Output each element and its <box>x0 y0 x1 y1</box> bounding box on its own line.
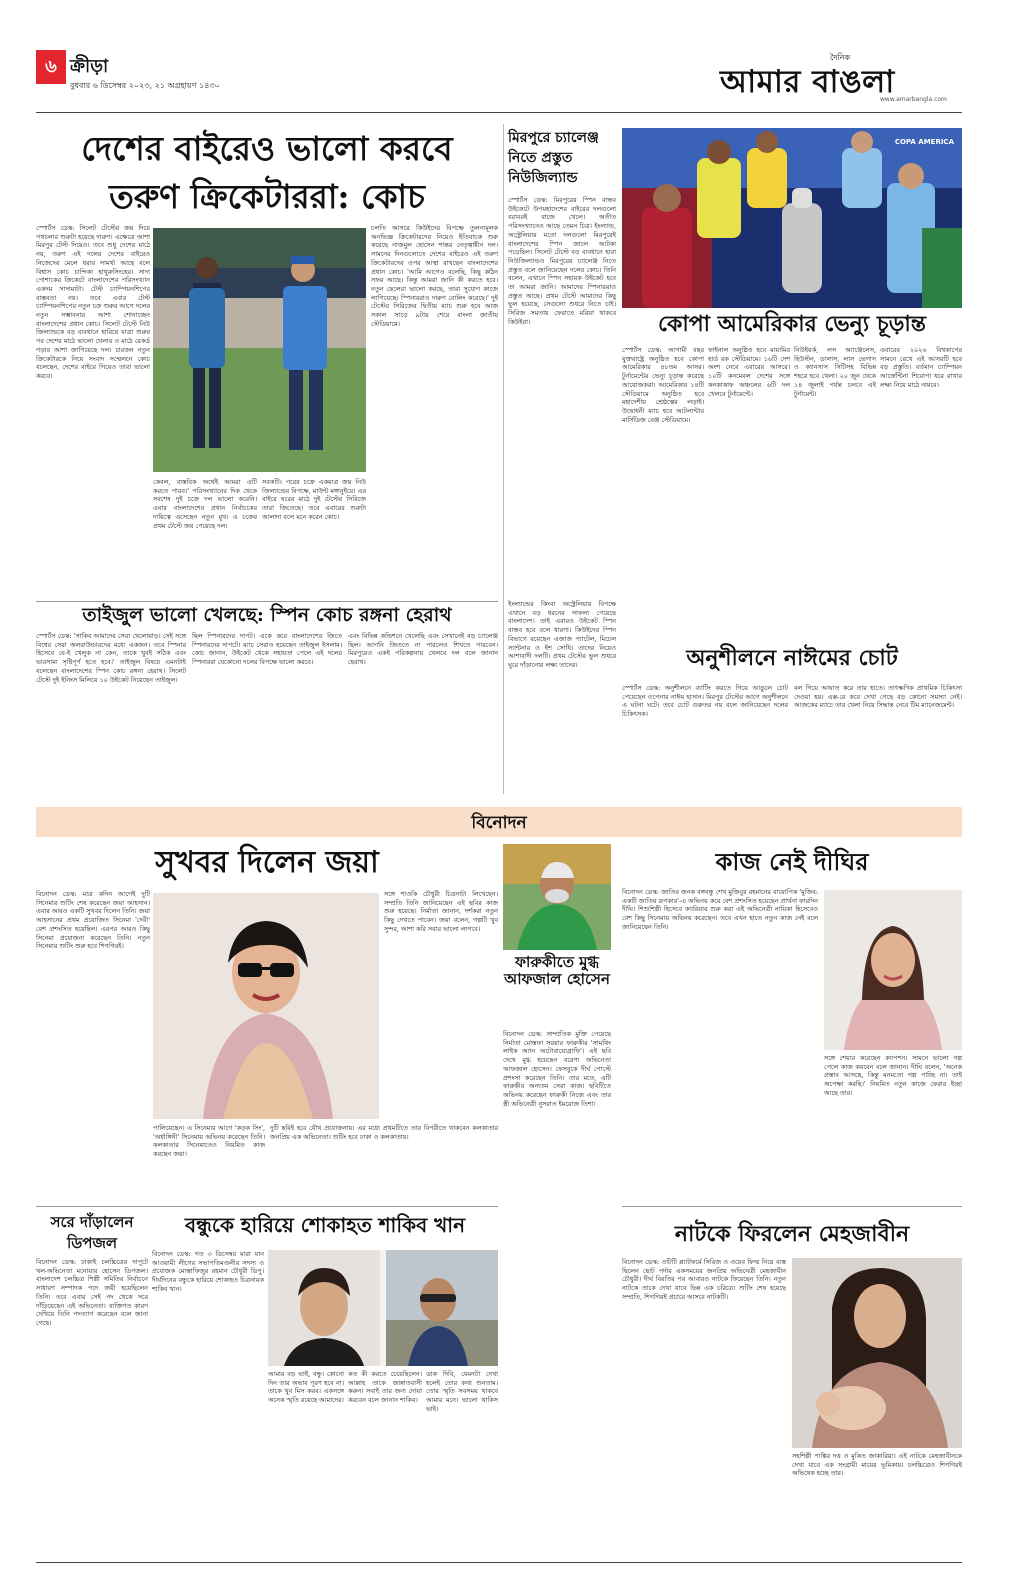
shakib-headline: বন্ধুকে হারিয়ে শোকাহত শাকিব খান <box>184 1213 466 1237</box>
shakib-body-col4: ডাক দিবি, যেমনটা দেখা হলেই তোর কথা শুনতাম। তোর স্মৃতি সবসময় থাকবে আমার মনে। ভালো থাকিস ভাই। <box>426 1370 498 1413</box>
mehazabien-photo <box>792 1258 962 1448</box>
mirpur-body-continued: ইংল্যান্ডের কিংবা অস্ট্রেলিয়ার বিপক্ষে এখানে বড় ধরনের সাফল্য পেয়েছে বাংলাদেশ। তাই এবারও উইকেট স্পিন বান্ধব হবে বলে ধারণা। কিউইদের স্পিন বিভাগে রয়েছেন এজাজ প্যাটেল, মিচেল স্যান্টনার ও ইশ সোধি। তাদের নিয়েও আশাবাদী দলটি। প্রথম টেস্টের ভুল শুধরে ঘুরে দাঁড়ানোর লক্ষ্য তাদের। <box>508 600 616 669</box>
copa-body-col3: নিউইয়র্ক, লস অ্যাঞ্জেলেস, হিউস্টন, ডালাস, লাস ভেগাস ও ক্যানসাস সিটিসহ বিভিন্ন শহরে হবে খেলা। ২০ জুন থেকে ১৪ জুলাই পর্যন্ত চলবে এই টুর্নামেন্ট। <box>794 346 876 398</box>
lead-headline-line1: দেশের বাইরেও ভালো করবে <box>81 129 453 168</box>
copa-headline: কোপা আমেরিকার ভেন্যু চূড়ান্ত <box>658 311 926 337</box>
copa-photo <box>622 128 962 308</box>
brand-website: www.amarbangla.com <box>880 96 947 103</box>
dateline: বুধবার ৬ ডিসেম্বর ২০২৩, ২১ অগ্রহায়ণ ১৪৩০ <box>70 81 220 90</box>
mirpur-body: স্পোর্টস ডেস্ক: মিরপুরের স্পিন বান্ধব উইকেটে উপমহাদেশের বাইরের দলগুলো বরাবরই বাজে খেলে। অতীত পরিসংখ্যানেও আছে তেমন চিত্র। ইংল্যান্ড, অস্ট্রেলিয়ার মতো দলগুলো মিরপুরেই বাংলাদেশের স্পিন জালে আটকা পড়েছিল। সিলেট টেস্টে বড় ব্যবধানে হারা নিউজিল্যান্ডও মিরপুরের চ্যালেঞ্জ নিতে প্রস্তুত বলে জানিয়েছেন দলের কোচ। তিনি বলেন, এখানে স্পিন সহায়ক উইকেট হবে তা আমরা জানি। আমাদের স্পিনাররাও প্রস্তুত আছে। প্রথম টেস্টে আমাদের কিছু ভুল হয়েছে, সেগুলো শুধরে নিতে চাই। সিরিজ সমতায় ফেরাতে মরিয়া থাকবে কিউইরা। <box>508 196 616 326</box>
naim-body-col1: স্পোর্টস ডেস্ক: অনুশীলনে ব্যাটিং করতে গিয়ে আঙুলে চোট পেয়েছেন ওপেনার নাঈম হাসান। মিরপুর টেস্টের আগে অনুশীলনে এ ঘটনা ঘটে। তবে চোট গুরুতর নয় বলে জানিয়েছেন দলের চিকিৎসক। <box>622 684 788 719</box>
faruki-headline: ফারুকীতে মুগ্ধ আফজাল হোসেন <box>504 953 610 989</box>
copa-body-col4: এবারের ২০২৬ বিশ্বকাপের সামনে রেখে এই আসরটি হবে বড় প্রস্তুতি। বর্তমান চ্যাম্পিয়ন আর্জেন্টিনা শিরোপা ধরে রাখার লক্ষ্য নিয়ে মাঠে নামবে। <box>880 346 962 389</box>
joya-body-col2: সঙ্গে শাওকি চৌধুরী চিত্রনাট্য লিখেছেন। সম্প্রতি তিনি জানিয়েছেন এই ছবির কাজ শুরু হয়েছে। নির্মাতা জানান, দর্শকরা নতুন কিছু দেখতে পাবেন। জয়া বলেন, গল্পটি খুব সুন্দর, আশা করি সবার ভালো লাগবে। <box>384 890 498 933</box>
brand-logo: আমার বাঙলা <box>720 64 895 100</box>
taijul-body-col2: ছিল স্পিনারদের দাপট। একে করে বাংলাদেশের জিতে স্পিনারদের দাপটে। ম্যাচ সেরাও হয়েছেন তাইজুল ইসলাম। কোচ জানান, উইকেট থেকে সহায়তা পেলে এই দলের স্পিনাররা যেকোনো দলের বিপক্ষে ভালো করবে। <box>192 632 342 667</box>
lead-photo <box>153 228 366 472</box>
afzal-portrait-photo <box>503 844 611 950</box>
taijul-body-col1: স্পোর্টস ডেস্ক: 'সাকিব আমাদের সেরা খেলোয়াড়। সেই সঙ্গে বিশ্বের সেরা অলরাউন্ডারদের মধ্যে একজন। তবে স্পিনার হিসেবে যে-ই খেলুক না কেন, তাকে খুবই সঠিক এবং ভারসাম্য সৃষ্টিপূর্ণ হতে হবে।' তাইজুল বিষয়ে এমনটাই বলেছেন বাংলাদেশের স্পিন কোচ রঙ্গনা হেরাথ। সিলেট টেস্টে দুই ইনিংস মিলিয়ে ১০ উইকেট নিয়েছেন তাইজুল। <box>36 632 186 684</box>
dipjol-headline: সরে দাঁড়ালেন ডিপজল <box>50 1213 134 1252</box>
naim-headline: অনুশীলনে নাঈমের চোট <box>686 645 898 671</box>
faruki-body: বিনোদন ডেস্ক: সাম্প্রতিক মুক্তি পেয়েছে নির্মাতা মোস্তফা সরয়ার ফারুকীর 'সামথিং লাইক অ্যান অটোবায়োগ্রাফি'। এই ছবি দেখে মুগ্ধ হয়েছেন বরেণ্য অভিনেতা আফজাল হোসেন। ফেসবুকে দীর্ঘ পোস্টে প্রশংসা করেছেন তিনি। তার মতে, এটি ফারুকীর অন্যতম সেরা কাজ। ছবিটিতে অভিনয় করেছেন ফারুকী নিজে এবং তার স্ত্রী অভিনেত্রী নুসরাত ইমরোজ তিশা। <box>503 1030 611 1108</box>
lead-body-col1: স্পোর্টস ডেস্ক: সিলেট টেস্টের জয় দিয়ে পথচলার শুরুটা হয়েছে দারুণ। এক্ষেত্রে আশা মিরপুর টেস্ট দিয়েও। তবে শুধু দেশের মাঠে নয়, তরুণ এই দলের দেশের বাইরেও নিজেদের মেলে ধরার সামর্থ্য আছে বলে বিশ্বাস কোচ চান্দিকা হাথুরুসিংহের। সাদা পোশাকের ক্রিকেটে বাংলাদেশের পরিসংখ্যান একদম সাদামাটা। টেস্ট চ্যাম্পিয়নশিপের বাস্তবতা নয়। তবে এবার টেস্ট চ্যাম্পিয়নশিপের নতুন চক্র শুরুর আগে দলের নতুন সম্ভাবনার আশা শোনাচ্ছেন বাংলাদেশের প্রধান কোচ। সিলেট টেস্টে নিউ জিল্যান্ডকে বড় ব্যবধানে হারিয়ে যাত্রা শুরুর পর দেশের মাঠে ভালো খেলার ও মাঠে রেকর্ড গড়ার আশা জাগিয়েছে দল। চারজন নতুন ক্রিকেটারকে নিয়ে সংবাদ সম্মেলনে কোচ বলেছেন, দেশের বাইরে গিয়েও তারা ভালো করবে। <box>36 224 150 380</box>
copa-body-col2: ফাইনাল অনুষ্ঠিত হবে মায়ামির হার্ড রক স্টেডিয়ামে। ১৬টি দেশ অংশ নেবে এবারের আসরে। ১০টি কনমেবল দেশের সঙ্গে কনকাকাফ অঞ্চলের ৬টি দল খেলবে টুর্নামেন্টে। <box>708 346 790 398</box>
joya-body-col3: পালিয়েছেন। এ সিনেমার আগে 'কড়ক সিং', 'অর্ধাঙ্গিনী' সিনেমায় অভিনয় করেছেন তিনি। কলকাতার সিনেমাতেও নিয়মিত কাজ করছেন জয়া। <box>153 1124 265 1159</box>
dighi-headline: কাজ নেই দীঘির <box>715 847 869 876</box>
copa-body-col1: স্পোর্টস ডেস্ক: আগামী বছর যুক্তরাষ্ট্রে অনুষ্ঠিত হবে কোপা আমেরিকার ৪৮তম আসর। টুর্নামেন্টের ভেন্যু চূড়ান্ত করেছে আয়োজকরা। আমেরিকার ১৪টি স্টেডিয়ামে অনুষ্ঠিত হবে মহাদেশীয় শ্রেষ্ঠত্বের লড়াই। উদ্বোধনী ম্যাচ হবে আটলান্টার মার্সিডিজ বেঞ্জ স্টেডিয়ামে। <box>622 346 704 424</box>
mehazabien-with-baby-photo <box>792 1258 962 1448</box>
mehazabien-body-col1: বিনোদন ডেস্ক: ওটিটি প্ল্যাটফর্মে সিরিজ ও ওয়েব ফিল্ম নিয়ে ব্যস্ত ছিলেন ছোট পর্দার একসময়ের জনপ্রিয় অভিনেত্রী মেহজাবীন চৌধুরী। দীর্ঘ বিরতির পর আবারও নাটকে ফিরেছেন তিনি। নতুন নাটকে তাকে দেখা যাবে ভিন্ন এক চরিত্রে। শুটিং শেষ হয়েছে সম্প্রতি, শিগগিরই প্রচারে আসবে নাটকটি। <box>622 1258 786 1301</box>
page-number: ৬ <box>36 50 66 84</box>
shakib-body-col2: আমার বড় ভাই, বন্ধু। কোনো দিন তার অভাব পূরণ হবে না। তাকে খুব মিস করব। একসঙ্গে অনেক স্মৃতি রয়েছে আমাদের। <box>268 1370 344 1405</box>
joya-portrait-photo <box>153 893 379 1119</box>
shakib-body-col1: বিনোদন ডেস্ক: গত ৩ ডিসেম্বর মারা যান আওয়ামী লীগের সভাপতিমণ্ডলীর সদস্য ও প্রযোজক মোস্তাফিজুর রহমান চৌধুরী ডিপু। দীর্ঘদিনের বন্ধুকে হারিয়ে শোকাহত চিত্রনায়ক শাকিব খান। <box>152 1250 264 1293</box>
dipjol-body: বিনোদন ডেস্ক: ঢাকাই চলচ্চিত্রের দাপুটে খল-অভিনেতা মনোয়ার হোসেন ডিপজল। বাংলাদেশ চলচ্চিত্র শিল্পী সমিতির নির্বাচনে সাধারণ সম্পাদক পদে জয়ী হয়েছিলেন তিনি। তবে এবার সেই পদ থেকে সরে দাঁড়িয়েছেন এই অভিনেতা। ব্যক্তিগত কারণ দেখিয়ে তিনি পদত্যাগ করেছেন বলে জানা গেছে। <box>36 1258 148 1327</box>
lead-body-col4: চলতি আসরে কিউইদের বিপক্ষে তুলনামূলক অনভিজ্ঞ ক্রিকেটারদের নিয়েও ইতিবাচক শুরু করেছে নাজমুল হোসেন শান্তর নেতৃত্বাধীন দল। সামনের দিনগুলোতে দেশের বাইরেও এই তরুণ ক্রিকেটারদের ওপর আস্থা রাখছেন বাংলাদেশের প্রধান কোচ। 'আমি আগেও বলেছি, কিছু কঠিন সফর আছে। কিন্তু আমরা জানি কী করতে হবে। নতুন ছেলেরা ভালো করছে, তারা সুযোগ কাজে লাগিয়েছে। স্পিনাররাও দারুণ বোলিং করেছে।' দুই টেস্টের সিরিজের দ্বিতীয় ম্যাচ শুরু হবে আজ সকাল সাড়ে ৯টায় শেরে বাংলা জাতীয় স্টেডিয়ামে। <box>371 224 498 328</box>
masthead-rule <box>36 112 962 113</box>
mirpur-headline: মিরপুরে চ্যালেঞ্জ নিতে প্রস্তুত নিউজিল্যান্ড <box>508 130 599 186</box>
brand-prefix: দৈনিক <box>830 53 851 62</box>
taijul-headline: তাইজুল ভালো খেলছে: স্পিন কোচ রঙ্গনা হেরাথ <box>82 604 452 626</box>
shakib-and-friend-photo <box>268 1250 498 1366</box>
joya-body-col4: দুটি ছবিই হবে যৌথ প্রযোজনায়। এর মধ্যে প্রথমটিতে তার বিপরীতে থাকবেন কলকাতার জনপ্রিয় এক অভিনেতা। শুটিং হবে ঢাকা ও কলকাতায়। <box>270 1124 498 1141</box>
column-divider <box>503 124 504 794</box>
footer-rule <box>36 1562 962 1563</box>
lead-body-col3: সবকটি। পরের চক্রে একমাত্র জয় নিউ জিল্যান্ডের বিপক্ষে, মাউন্ট মঙ্গানুইয়ে। এর বাইরে ঘরের মাঠে দুই টেস্টের সিরিজে তারা জিতেছে। তবে এবারের শুরুটা আলাদা বলে মনে করেন কোচ। <box>262 478 366 521</box>
copa-players-photo <box>622 128 962 308</box>
section-rule <box>36 1206 498 1207</box>
shakib-body-col3: কত কী করতে চেয়েছিলেন। আল্লাহ তাকে জান্নাতবাসী করুন। সবাই তার জন্য দোয়া করবেন বলে জানান শাকিব। <box>348 1370 422 1405</box>
entertainment-band-title: বিনোদন <box>471 813 527 833</box>
dighi-body-col1: বিনোদন ডেস্ক: জাতির জনক বঙ্গবন্ধু শেখ মুজিবুর রহমানের বায়োপিক 'মুজিব: একটি জাতির রূপকার'-এ অভিনয় করে বেশ প্রশংসিত হয়েছেন প্রার্থনা ফারদিন দীঘি। শিশুশিল্পী হিসেবে ক্যারিয়ার শুরু করা এই অভিনেত্রী নায়িকা হিসেবেও বেশ কিছু সিনেমায় অভিনয় করেছেন। তবে এখন হাতে নতুন কাজ নেই বলে জানিয়েছেন তিনি। <box>622 888 818 931</box>
lead-headline-line2: তরুণ ক্রিকেটাররা: কোচ <box>109 177 425 216</box>
copa-photo-tag: COPA AMERICA <box>894 138 954 146</box>
dighi-photo <box>824 890 962 1050</box>
mehazabien-headline: নাটকে ফিরলেন মেহজাবীন <box>674 1221 910 1247</box>
dighi-portrait-photo <box>824 890 962 1050</box>
joya-photo <box>153 893 379 1119</box>
coaches-practice-photo <box>153 228 366 472</box>
naim-body-col2: বল গিয়ে আঘাত করে তার হাতে। তাৎক্ষণিক প্রাথমিক চিকিৎসা দেওয়া হয়। এক্স-রে করে দেখা গেছে বড় কোনো সমস্যা নেই। আজকের ম্যাচে তার খেলা নিয়ে সিদ্ধান্ত নেবে টিম ম্যানেজমেন্ট। <box>794 684 962 710</box>
taijul-body-col3: এবং বিভিন্ন কন্ডিশনে খেলেছি এবং সেখানেই বড় চ্যালেঞ্জ ছিল। আপনি জিততে না পারলেও শিখতে পারবেন। মিরপুরেও একই পরিকল্পনায় খেলবে দল বলে জানান হেরাথ। <box>348 632 498 667</box>
faruki-photo <box>503 844 611 950</box>
lead-body-col2: কেবল, বাস্তবিক অর্থেই আমরা এটি করতে পারব।' পরিসংখ্যানের দিক থেকে সবশেষ দুই চক্রে দল ভালো করেনি। এবার বাংলাদেশের প্রধান নির্বাচকের দায়িত্বে এসেছেন নতুন মুখ। এ চক্রের প্রথম টেস্টে জয় পেয়েছে দল। <box>153 478 257 530</box>
section-rule <box>36 601 498 602</box>
dighi-body-col2: সঙ্গে শেয়ার করেছেন ক্যাপশন। সামনে ভালো গল্প পেলে কাজ করবেন বলে জানান। দীঘি বলেন, 'অনেক প্রস্তাব আসছে, কিন্তু মনমতো গল্প পাচ্ছি না। তাই অপেক্ষা করছি।' নিয়মিত নতুন কাজে ফেরার ইচ্ছা আছে তার। <box>824 1054 962 1097</box>
joya-headline: সুখবর দিলেন জয়া <box>155 845 379 880</box>
mehazabien-body-col2: সহশিল্পী পাঙ্কির দত্ত ও মুকিত জাকারিয়া। এই নাটকে মেহজাবীনকে দেখা যাবে এক সংগ্রামী মায়ের ভূমিকায়। চলচ্চিত্রেও শিগগিরই অভিষেক হচ্ছে তার। <box>792 1452 962 1478</box>
joya-body-col1: বিনোদন ডেস্ক: মাত্র কদিন আগেই দুটি সিনেমার শুটিং শেষ করেছেন জয়া আহসান। এবার আরও একটি সুখবর দিলেন তিনি। জয়া আহসানের প্রথম প্রযোজিত সিনেমা 'দেবী' বেশ প্রশংসিত হয়েছিল। এরপর আরও কিছু সিনেমা প্রযোজনা করেছেন তিনি। নতুন সিনেমার শুটিং শুরু হবে শিগগিরই। <box>36 890 150 951</box>
section-rule <box>622 1206 962 1207</box>
section-name: ক্রীড়া <box>70 56 109 77</box>
shakib-photo <box>268 1250 498 1366</box>
